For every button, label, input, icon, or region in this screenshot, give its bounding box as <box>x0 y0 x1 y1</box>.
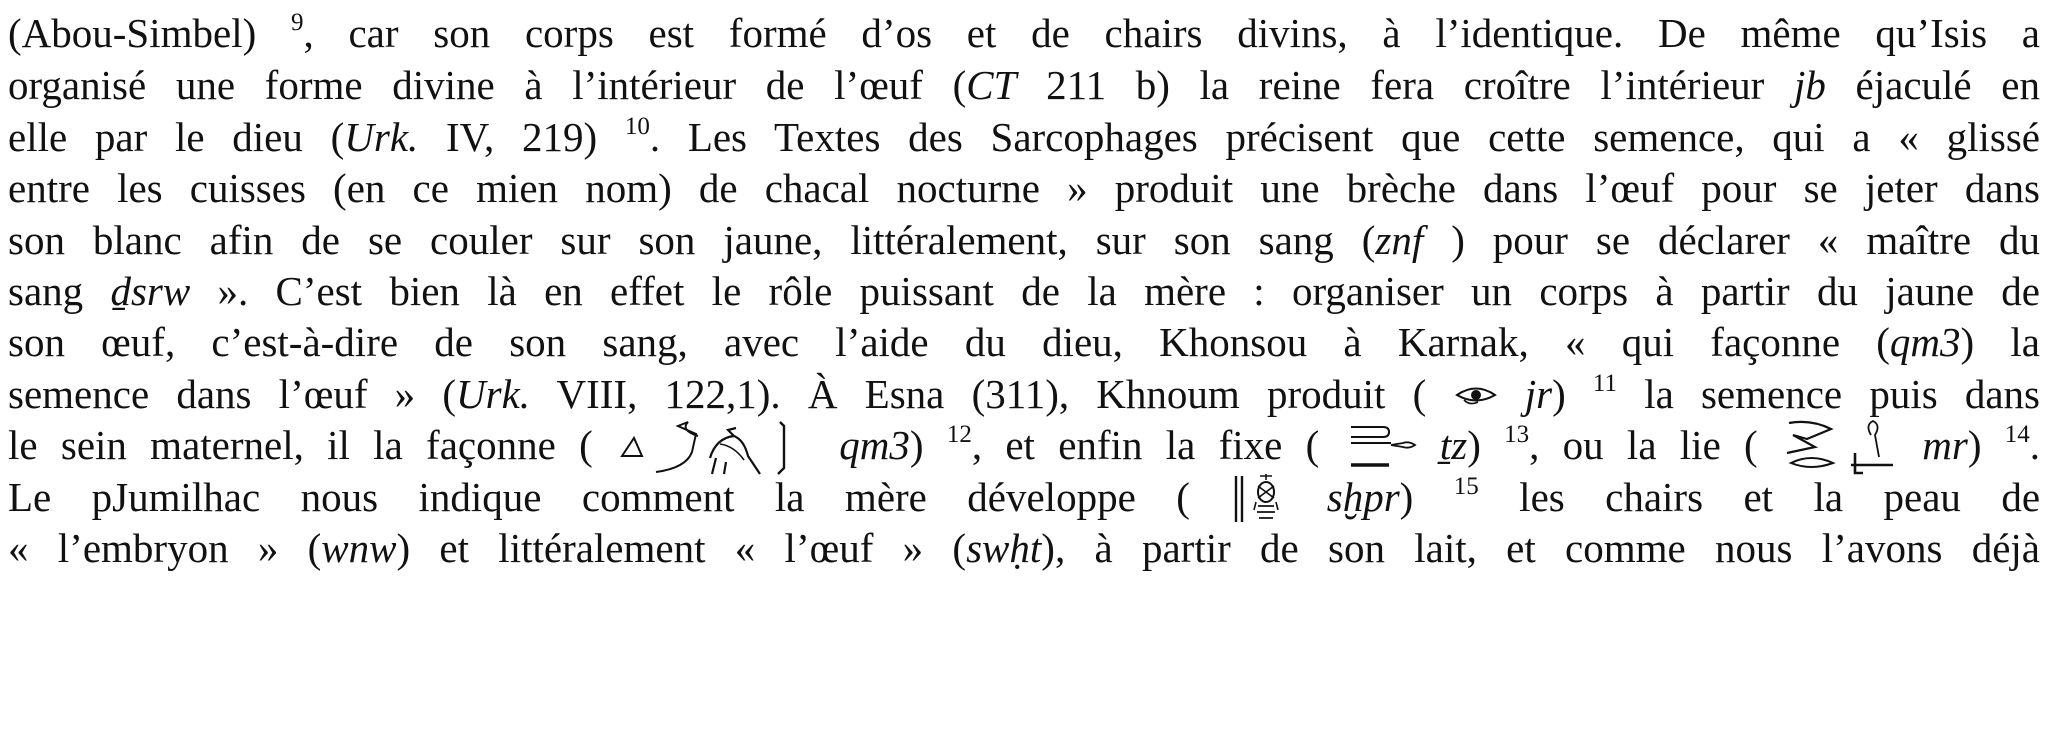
text-run: ), à partir de son lait, et comme nous l’avons déjà <box>1041 525 2040 571</box>
italic-term: Urk. <box>344 114 419 160</box>
footnote-marker: 12 <box>946 421 972 448</box>
text-run: organisé une forme divine à l’intérieur de l’œuf ( <box>8 62 967 108</box>
footnote-marker: 9 <box>290 9 304 36</box>
text-run <box>1899 422 1922 468</box>
text-run: (Abou-Simbel) <box>8 10 291 56</box>
text-run: entre les cuisses (en ce mien nom) de chacal nocturne » produit une brèche dans l’œuf pour se jeter dans <box>8 165 2040 211</box>
footnote-marker: 11 <box>1592 370 1617 397</box>
eye-hieroglyph-icon <box>1454 382 1498 408</box>
text-run: semence dans l’œuf » ( <box>8 371 457 417</box>
text-run: ) <box>1967 422 2005 468</box>
text-run: le sein maternel, il la façonne ( <box>8 422 616 468</box>
italic-term: qm3 <box>1889 319 1961 365</box>
text-run <box>1498 371 1525 417</box>
text-run: ) <box>1399 474 1454 520</box>
text-run: ) <box>1552 371 1593 417</box>
footnote-marker: 13 <box>1504 421 1530 448</box>
italic-term: Urk. <box>456 371 531 417</box>
text-run: , car son corps est formé d’os et de chairs divins, à l’identique. De même qu’Isis a <box>303 10 2040 56</box>
italic-term: znf <box>1375 217 1424 263</box>
footnote-marker: 10 <box>624 113 650 140</box>
italic-term: jr <box>1524 371 1553 417</box>
italic-term: wnw <box>321 525 397 571</box>
text-run: ». C’est bien là en effet le rôle puissant de la mère : organiser un corps à partir du jaune de <box>190 268 2040 314</box>
text-run: « l’embryon » ( <box>8 525 322 571</box>
text-run: ) <box>1467 422 1505 468</box>
italic-term: ḏsrw <box>110 268 191 314</box>
text-run: . <box>2029 422 2041 468</box>
text-run: éjaculé en <box>1825 62 2040 108</box>
italic-term: jb <box>1793 62 1826 108</box>
italic-term: qm3 <box>839 422 910 468</box>
text-run: . Les Textes des Sarcophages précisent que cette semence, qui a « glissé <box>649 114 2040 160</box>
text-run: ) et littéralement « l’œuf » ( <box>396 525 967 571</box>
text-run <box>1286 474 1326 520</box>
text-line <box>8 515 2040 581</box>
text-run: , ou la lie ( <box>1529 422 1781 468</box>
italic-term: mr <box>1922 422 1968 468</box>
text-run: elle par le dieu ( <box>8 114 345 160</box>
text-run <box>1417 422 1440 468</box>
text-run: IV, 219) <box>418 114 625 160</box>
text-run: , et enfin la fixe ( <box>971 422 1343 468</box>
italic-term: ṯz <box>1439 422 1468 468</box>
italic-term: sḫpr <box>1326 474 1400 520</box>
text-run: ) pour se déclarer « maître du <box>1423 217 2040 263</box>
italic-term: swḥt <box>966 525 1042 571</box>
text-run: ) la <box>1960 319 2040 365</box>
text-run: 211 b) la reine fera croître l’intérieur <box>1016 62 1794 108</box>
text-run: son œuf, c’est-à-dire de son sang, avec l’aide du dieu, Khonsou à Karnak, « qui façonne ( <box>8 319 1890 365</box>
text-run: les chairs et la peau de <box>1478 474 2041 520</box>
text-run <box>816 422 839 468</box>
text-run: Le pJumilhac nous indique comment la mère développe ( <box>8 474 1231 520</box>
text-run: la semence puis dans <box>1617 371 2041 417</box>
text-run: son blanc afin de se couler sur son jaune, littéralement, sur son sang ( <box>8 217 1376 263</box>
footnote-marker: 15 <box>1453 473 1479 500</box>
footnote-marker: 14 <box>2004 421 2030 448</box>
text-run: VIII, 122,1). À Esna (311), Khnoum produit ( <box>530 371 1454 417</box>
italic-term: CT <box>966 62 1017 108</box>
text-run: ) <box>909 422 947 468</box>
text-run: sang <box>8 268 111 314</box>
